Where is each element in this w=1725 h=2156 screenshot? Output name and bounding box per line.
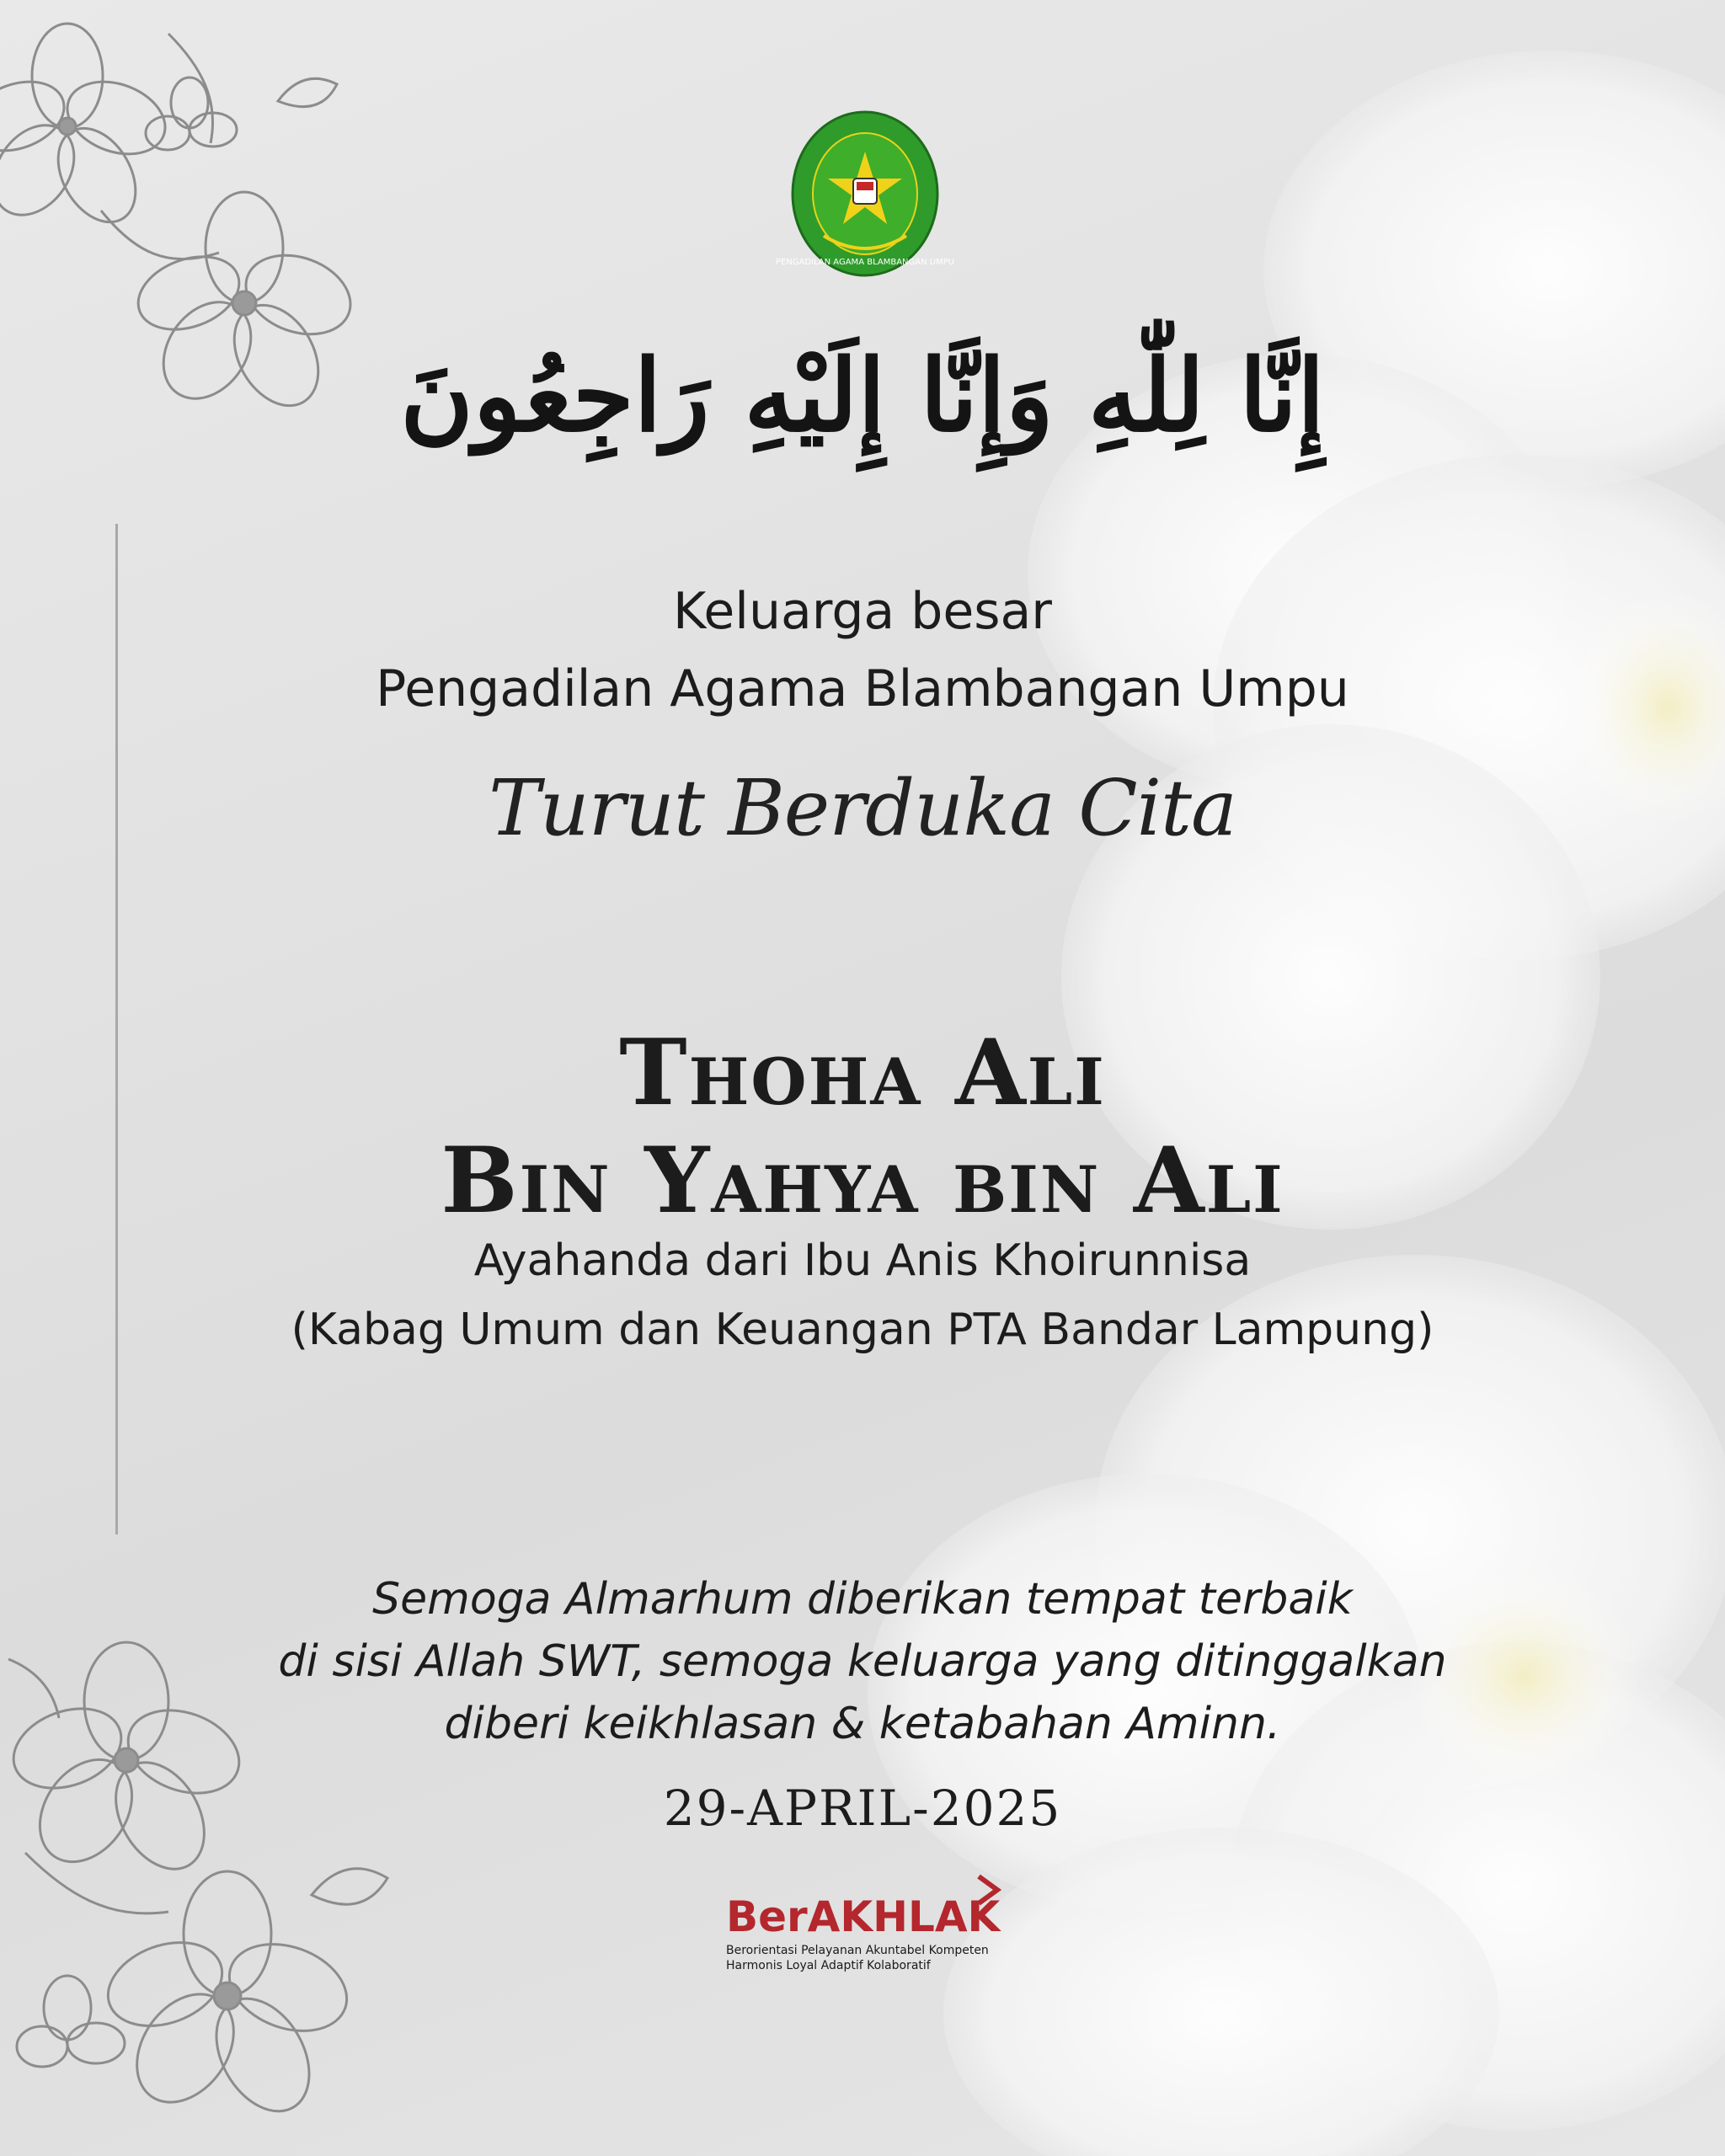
- berakhlak-tagline-2: Harmonis Loyal Adaptif Kolaboratif: [726, 1959, 931, 1972]
- prayer-line-2: di sisi Allah SWT, semoga keluarga yang ditinggalkan: [278, 1636, 1447, 1687]
- berakhlak-logo: [726, 1868, 1029, 1977]
- relation-line-2: (Kabag Umum dan Keuangan PTA Bandar Lampung): [291, 1305, 1434, 1355]
- relation-line-1: Ayahanda dari Ibu Anis Khoirunnisa: [473, 1235, 1252, 1286]
- family-line-2: Pengadilan Agama Blambangan Umpu: [376, 659, 1349, 718]
- prayer-line-1: Semoga Almarhum diberikan tempat terbaik: [372, 1574, 1353, 1625]
- logo-ring-text: PENGADILAN AGAMA BLAMBANGAN UMPU: [775, 258, 955, 267]
- arabic-istirja: إِنَّا لِلّٰهِ وَإِنَّا إِلَيْهِ رَاجِعُونَ: [400, 337, 1325, 454]
- date-text: 29-APRIL-2025: [663, 1780, 1062, 1837]
- deceased-name-line-2: Bin Yahya bin Ali: [441, 1128, 1284, 1234]
- deceased-name-line-1: Thoha Ali: [619, 1020, 1106, 1126]
- court-emblem-logo: [775, 109, 955, 278]
- berakhlak-name: BerAKHLAK: [726, 1892, 1001, 1941]
- berakhlak-tagline-1: Berorientasi Pelayanan Akuntabel Kompeten: [726, 1944, 989, 1957]
- prayer-line-3: diberi keikhlasan & ketabahan Aminn.: [444, 1699, 1281, 1749]
- family-line-1: Keluarga besar: [673, 582, 1052, 641]
- condolence-heading: Turut Berduka Cita: [489, 763, 1236, 853]
